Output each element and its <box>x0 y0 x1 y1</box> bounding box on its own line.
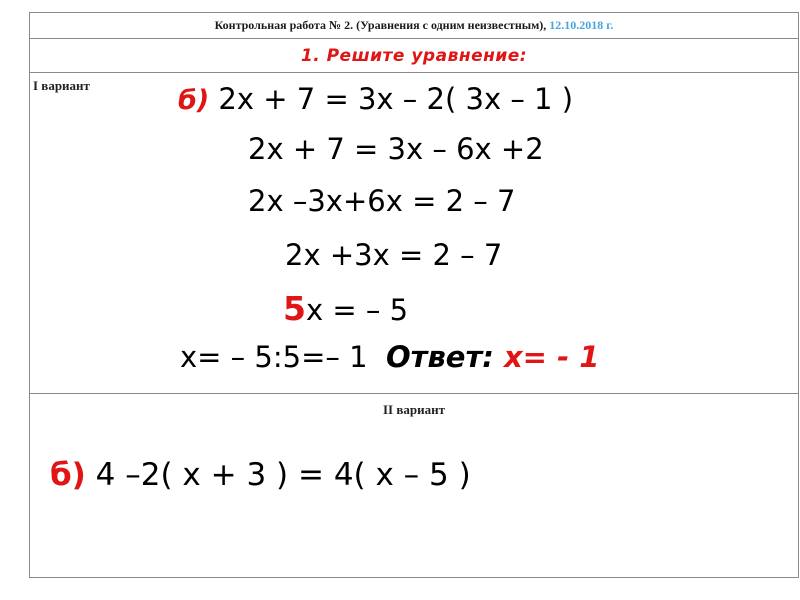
variant-1-step-3: 2х +3х = 2 – 7 <box>285 238 503 272</box>
worksheet-header <box>30 13 798 38</box>
variant-1-equation: 2х + 7 = 3х – 2( 3х – 1 ) <box>209 82 574 116</box>
header-row <box>30 13 798 38</box>
variant-1-label: I вариант <box>33 78 90 93</box>
worksheet-table <box>29 12 799 578</box>
variant-1-marker: б) <box>178 85 210 116</box>
variant-1-coefficient: 5 <box>283 289 306 328</box>
header-date: 12.10.2018 г. <box>549 18 614 32</box>
variant-1-answer-value: х= - 1 <box>503 340 600 374</box>
variant-1-step-4-rest: х = – 5 <box>305 293 409 327</box>
variant-1-solution: х= – 5:5=– 1 <box>180 340 368 374</box>
variant-2-equation: 4 –2( х + 3 ) = 4( х – 5 ) <box>85 457 471 493</box>
variant-1-equation-line <box>178 82 574 116</box>
variant-1-cell <box>30 72 798 393</box>
variant-2-equation-line <box>50 457 471 493</box>
variant-2-cell <box>30 393 798 579</box>
variant-1-step-1: 2х + 7 = 3х – 6х +2 <box>248 132 544 166</box>
variant-2-marker: б) <box>50 457 86 493</box>
variant-2-label: II вариант <box>383 402 445 417</box>
variant-1-step-4 <box>283 289 409 328</box>
task-row <box>30 38 798 72</box>
variant-1-answer-label: Ответ: <box>385 340 504 374</box>
variant-1-step-2: 2х –3х+6х = 2 – 7 <box>248 184 516 218</box>
variant-1-solution-line <box>180 340 600 374</box>
task-title: 1. Решите уравнение: <box>300 46 528 66</box>
header-title: Контрольная работа № 2. (Уравнения с одним неизвестным), <box>214 18 550 32</box>
